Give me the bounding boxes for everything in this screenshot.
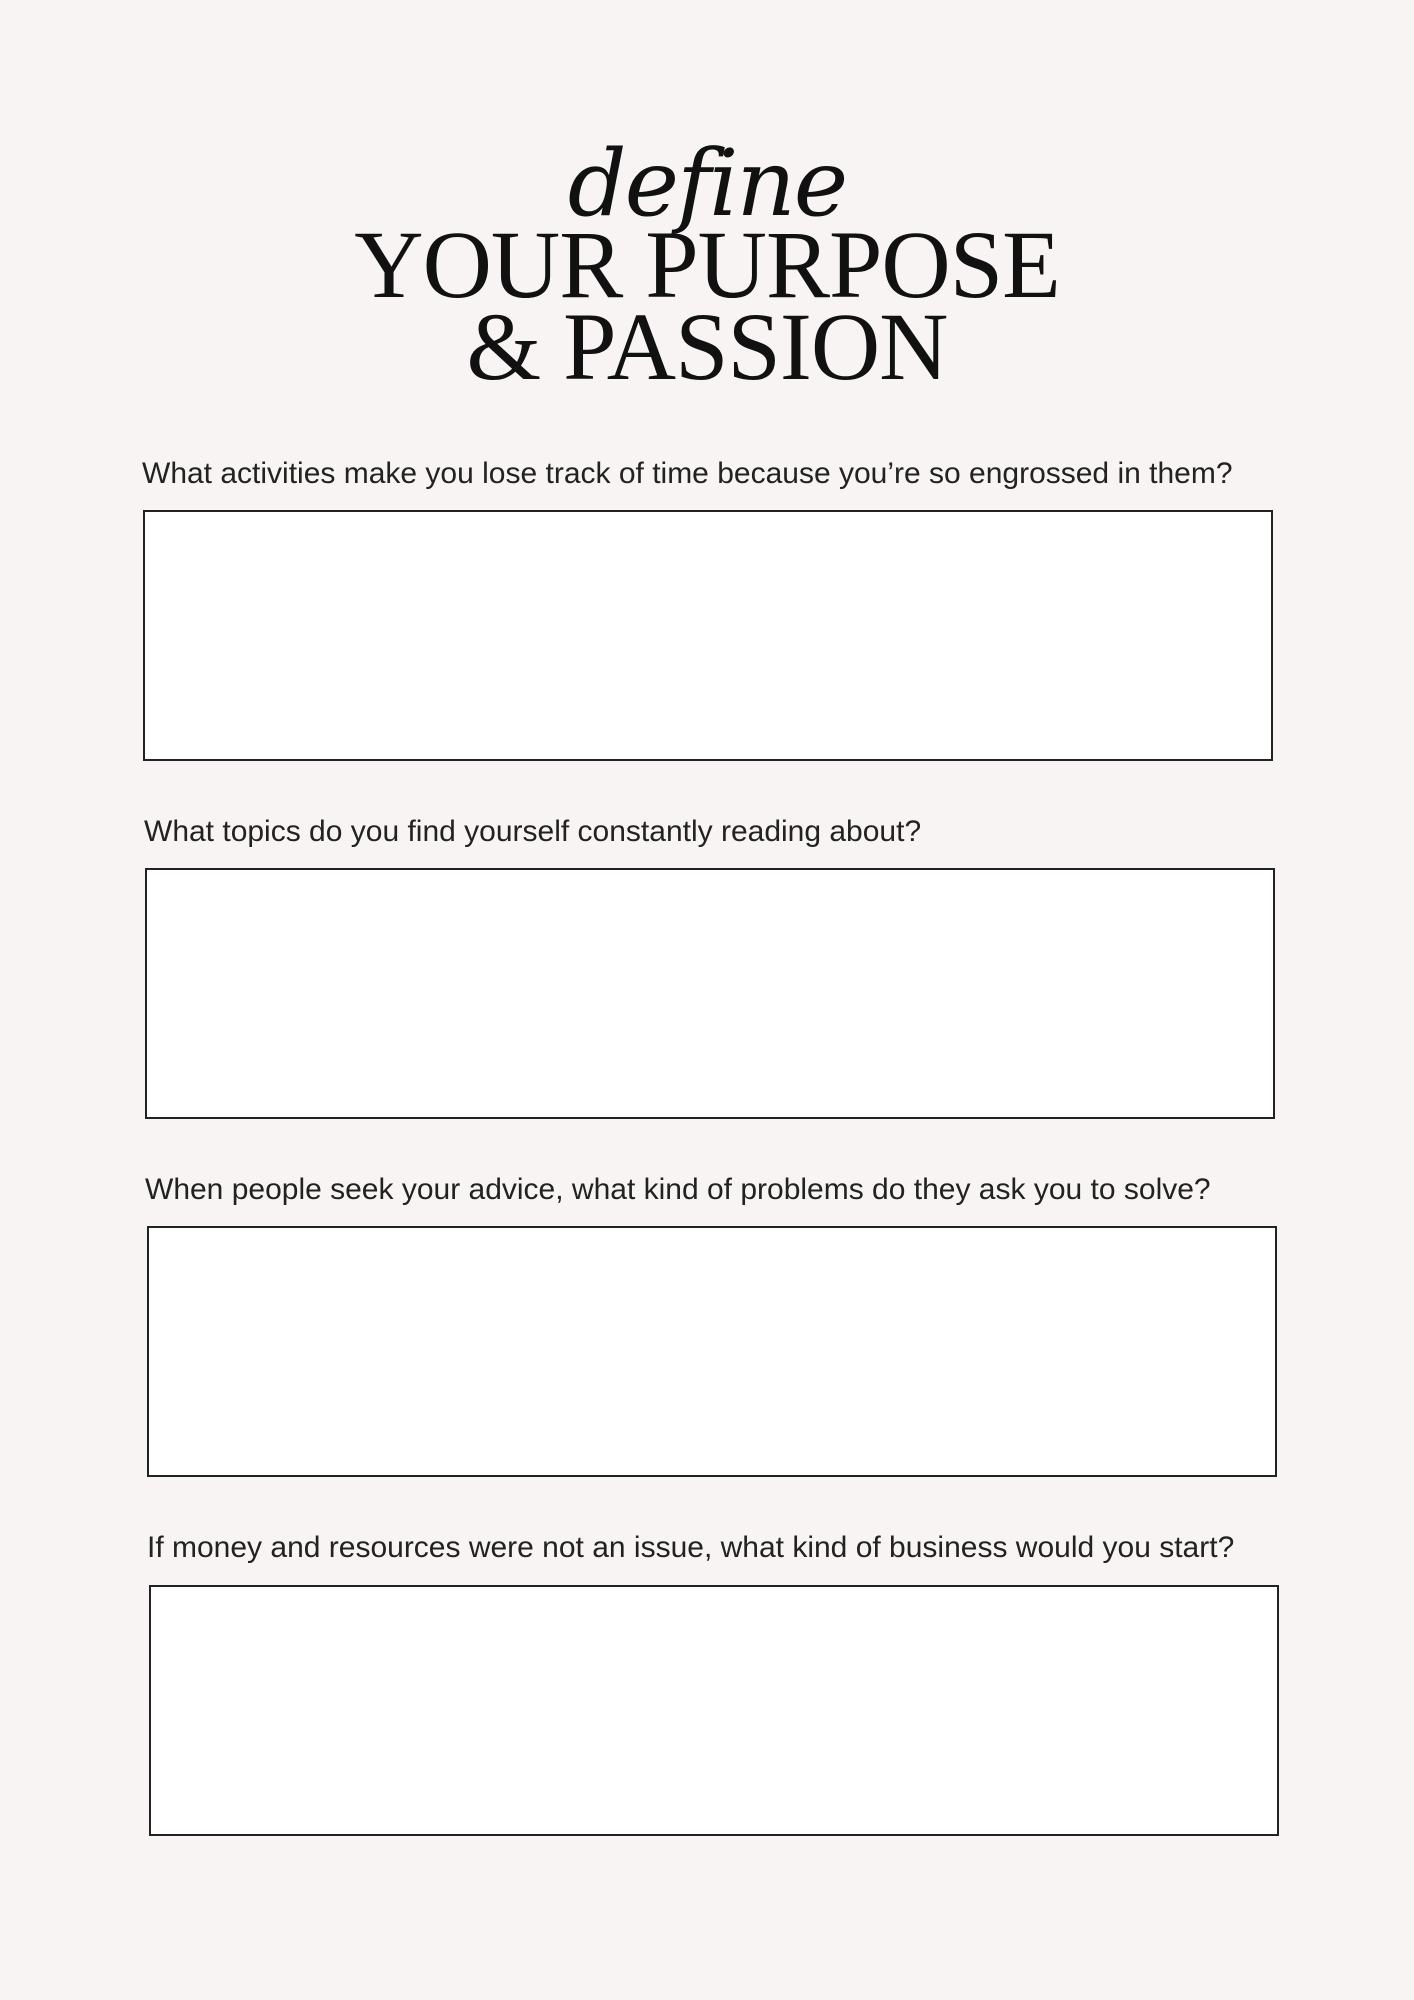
answer-box-1[interactable] bbox=[143, 510, 1273, 761]
header-script-word: define bbox=[567, 130, 847, 237]
answer-box-2[interactable] bbox=[145, 868, 1275, 1119]
question-3-prompt: When people seek your advice, what kind of problems do they ask you to solve? bbox=[145, 1173, 1211, 1206]
page-title bbox=[0, 211, 1414, 400]
title-line-2: & PASSION bbox=[466, 293, 948, 400]
answer-box-3[interactable] bbox=[147, 1226, 1277, 1477]
question-1-prompt: What activities make you lose track of time because you’re so engrossed in them? bbox=[142, 457, 1233, 490]
question-2-prompt: What topics do you find yourself constantly reading about? bbox=[144, 815, 922, 848]
question-4-prompt: If money and resources were not an issue, what kind of business would you start? bbox=[147, 1531, 1235, 1564]
title-line-1: YOUR PURPOSE bbox=[354, 211, 1060, 318]
worksheet-header bbox=[0, 130, 1414, 400]
answer-box-4[interactable] bbox=[149, 1585, 1279, 1836]
